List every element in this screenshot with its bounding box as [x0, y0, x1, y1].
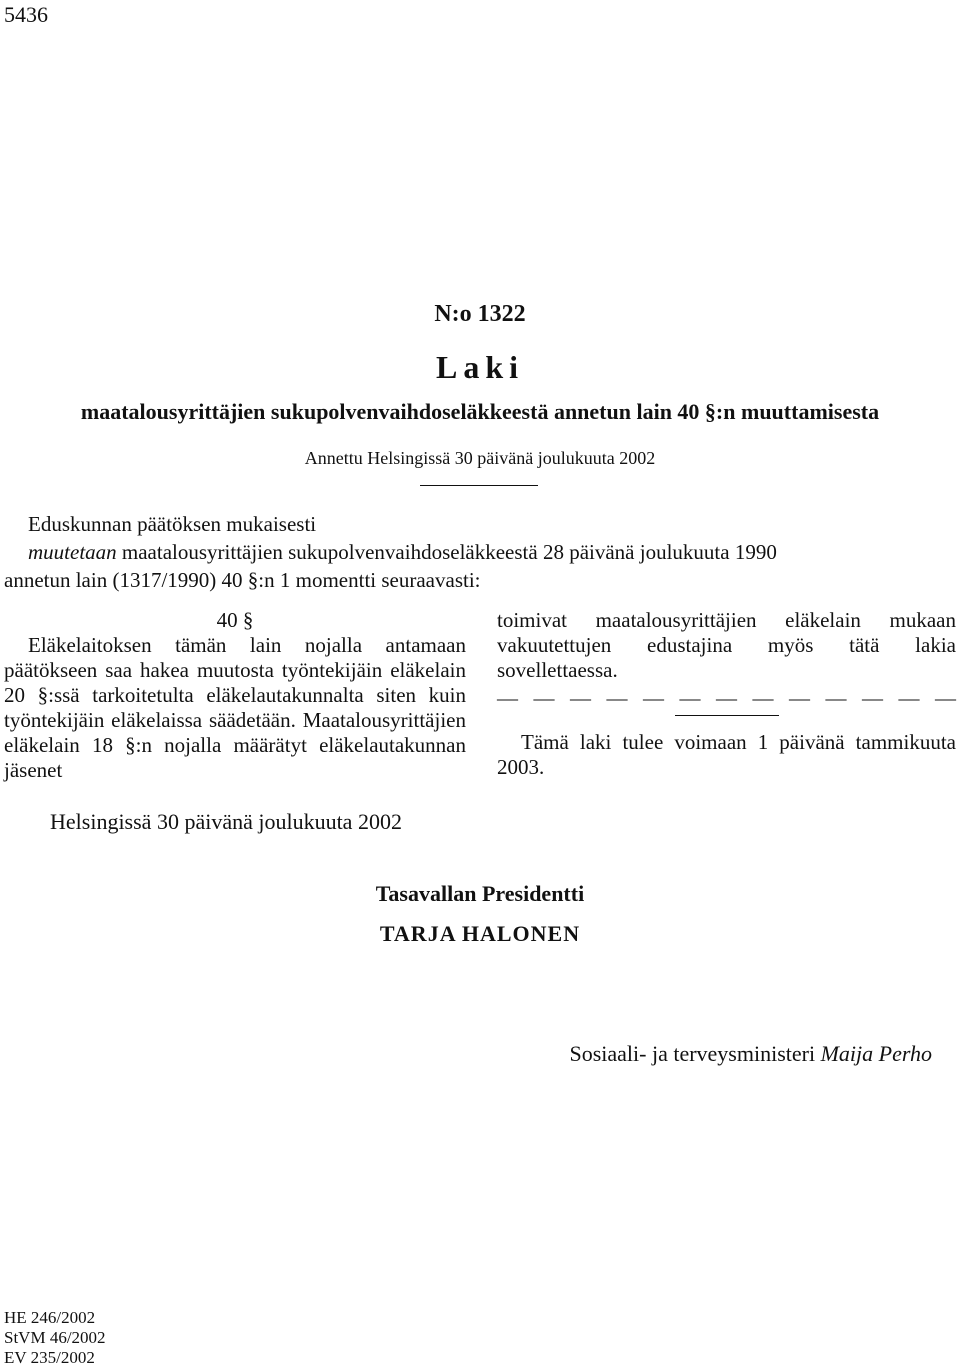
intro-line-1: Eduskunnan päätöksen mukaisesti	[28, 512, 317, 536]
omission-dash: —	[606, 685, 628, 710]
page-number: 5436	[4, 2, 48, 27]
omission-dash: —	[497, 685, 518, 710]
omission-dash: —	[716, 685, 737, 710]
signing-place-date: Helsingissä 30 päivänä joulukuuta 2002	[50, 809, 402, 834]
omission-dashes	[497, 687, 956, 709]
omission-dash: —	[533, 685, 555, 710]
section-text-right: toimivat maatalousyrittäjien eläkelain mukaan vakuutettujen edustajina myös tätä lakia sovellettaessa.	[497, 608, 956, 682]
omission-dash: —	[789, 685, 810, 710]
reference-item: EV 235/2002	[4, 1348, 95, 1367]
intro-line-2	[4, 538, 956, 566]
right-column	[497, 608, 956, 780]
legislative-references	[4, 1308, 106, 1368]
given-date: Annettu Helsingissä 30 päivänä joulukuuta 2002	[304, 448, 656, 468]
omission-dash: —	[752, 685, 774, 710]
omission-dash: —	[825, 685, 847, 710]
minister-name: Maija Perho	[820, 1041, 932, 1066]
intro-line-3: annetun lain (1317/1990) 40 §:n 1 momentti seuraavasti:	[4, 568, 481, 592]
omission-dash: —	[679, 685, 701, 710]
entry-into-force: Tämä laki tulee voimaan 1 päivänä tammikuuta 2003.	[497, 730, 956, 779]
president-title: Tasavallan Presidentti	[375, 881, 585, 906]
reference-item: HE 246/2002	[4, 1308, 96, 1327]
law-number: N:o 1322	[434, 301, 526, 327]
intro-paragraph	[4, 510, 956, 594]
omission-dash: —	[862, 685, 883, 710]
law-title: maatalousyrittäjien sukupolvenvaihdoseläkkeestä annetun lain 40 §:n muuttamisesta	[80, 399, 880, 424]
omission-dash: —	[570, 685, 591, 710]
title-divider	[420, 485, 538, 486]
law-heading: Laki	[435, 349, 525, 385]
reference-item: StVM 46/2002	[4, 1328, 106, 1347]
intro-line-2-rest: maatalousyrittäjien sukupolvenvaihdoseläkkeestä 28 päivänä joulukuuta 1990	[116, 540, 777, 564]
left-column	[4, 608, 466, 783]
omission-dash: —	[898, 685, 920, 710]
minister-role: Sosiaali- ja terveysministeri	[569, 1041, 816, 1066]
omission-dash: —	[935, 685, 956, 710]
section-title: 40 §	[216, 608, 254, 632]
omission-dash: —	[643, 685, 664, 710]
section-text-left: Eläkelaitoksen tämän lain nojalla antamaan päätökseen saa hakea muutosta työntekijäin eläkelain 20 §:ssä tarkoitetulta eläkelautakunnalta siten kuin työntekijäin eläkelaissa säädetään. Maatalousyrittäjien eläkelain 18 §:n nojalla määrätyt eläkelautakunnan jäsenet	[4, 633, 466, 782]
intro-amend-word: muutetaan	[28, 540, 117, 564]
minister-signature	[569, 1040, 932, 1068]
section-divider	[675, 715, 779, 716]
president-name: TARJA HALONEN	[379, 921, 581, 946]
